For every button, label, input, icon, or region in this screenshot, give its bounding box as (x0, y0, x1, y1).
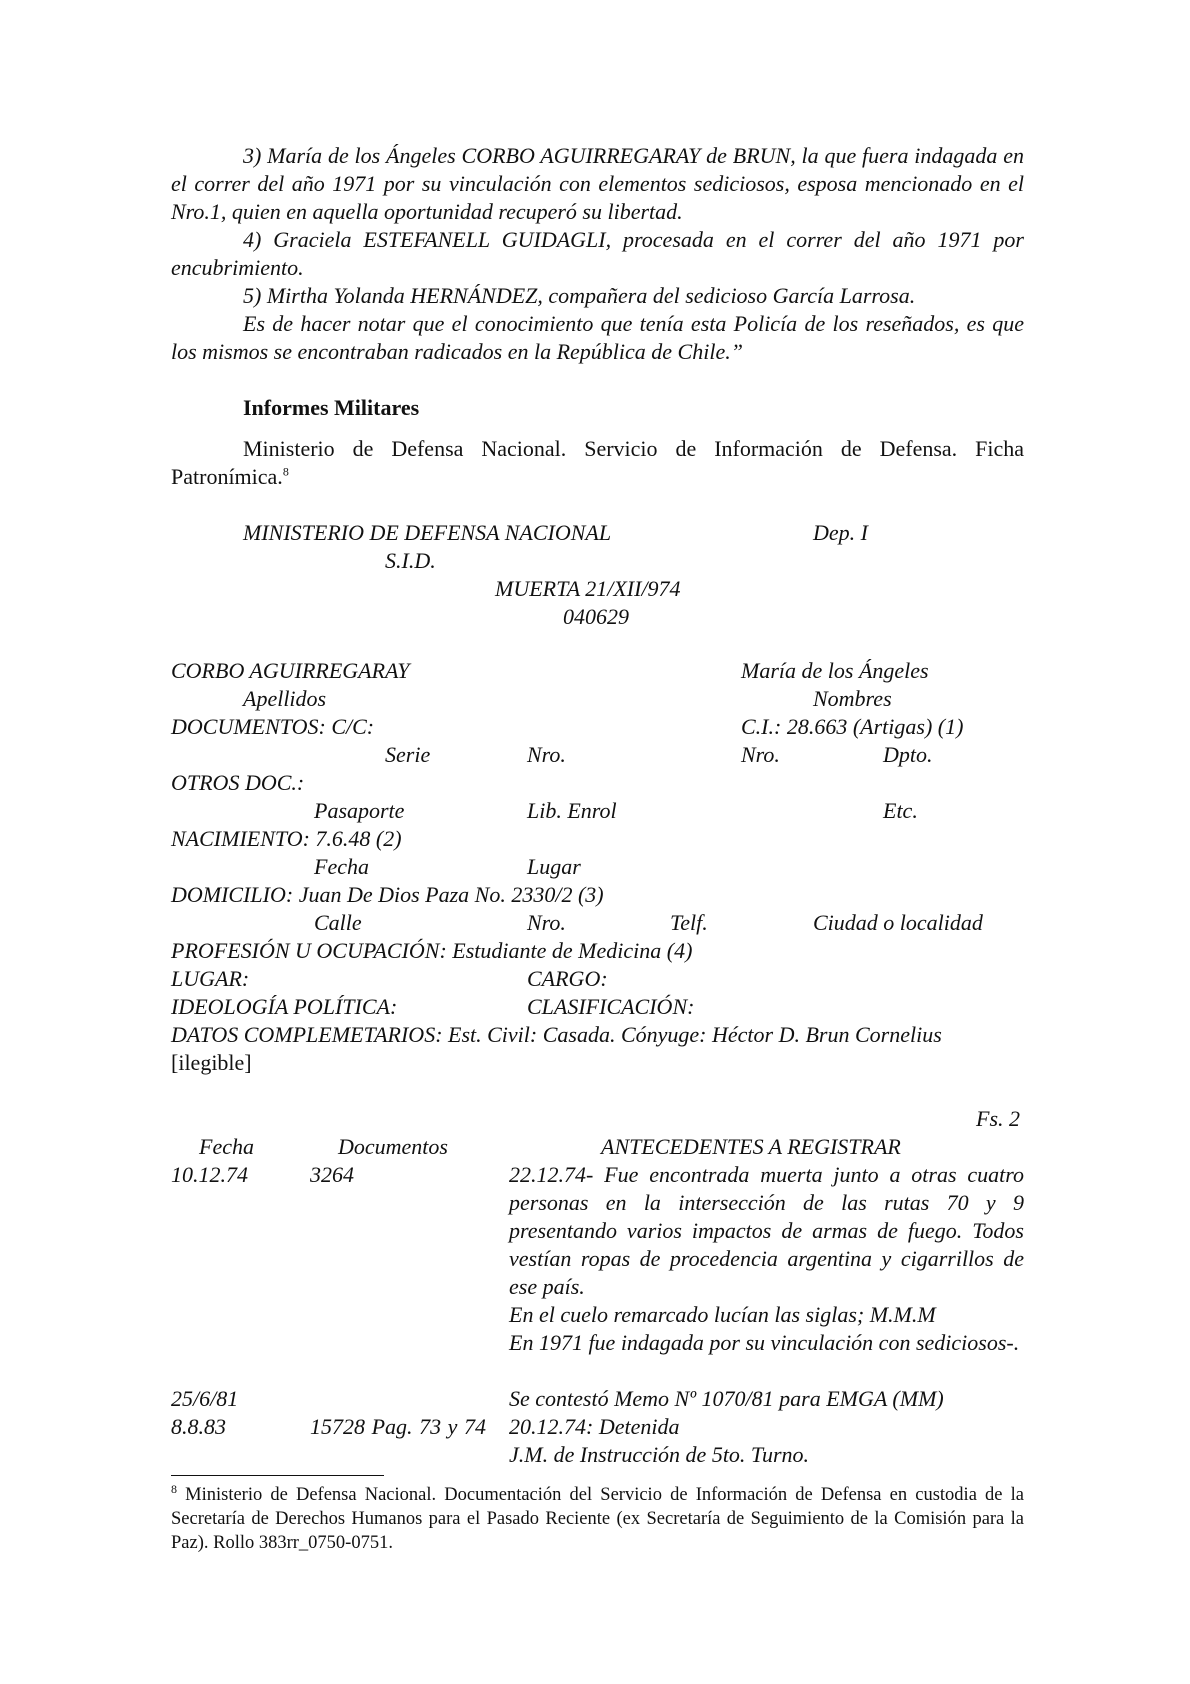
documentos-field: DOCUMENTOS: C/C: (171, 714, 375, 739)
table-header-fecha: Fecha (199, 1134, 254, 1159)
table-row-3-antecedent-2: J.M. de Instrucción de 5to. Turno. (509, 1442, 810, 1467)
table-row-3-doc: 15728 Pag. 73 y 74 (310, 1414, 486, 1439)
ciudad-label: Ciudad o localidad (813, 910, 983, 935)
table-row-1-fecha: 10.12.74 (171, 1162, 248, 1187)
datos-complementarios-field: DATOS COMPLEMETARIOS: Est. Civil: Casada. Cónyuge: Héctor D. Brun Cornelius (171, 1022, 942, 1047)
ministry-header: MINISTERIO DE DEFENSA NACIONAL (243, 520, 612, 545)
dpto-label: Dpto. (883, 742, 933, 767)
footnote (171, 1483, 1024, 1555)
table-row-2-antecedent-1: Se contestó Memo Nº 1070/81 para EMGA (MM) (509, 1386, 944, 1411)
calle-label: Calle (314, 910, 362, 935)
cargo-field: CARGO: (527, 966, 608, 991)
paragraph-item-3: 3) María de los Ángeles CORBO AGUIRREGARAY de BRUN, la que fuera indagada en el correr del año 1971 por su vinculación con elementos sediciosos, esposa mencionado en el Nro.1, quien en aquella oportunidad recuperó su libertad. (171, 143, 1024, 224)
table-row-3-fecha: 8.8.83 (171, 1414, 226, 1439)
footnote-divider (171, 1475, 384, 1476)
clasificacion-field: CLASIFICACIÓN: (527, 994, 695, 1019)
paragraph-item-4: 4) Graciela ESTEFANELL GUIDAGLI, procesada en el correr del año 1971 por encubrimiento. (171, 227, 1024, 280)
table-header-antecedentes: ANTECEDENTES A REGISTRAR (601, 1134, 901, 1159)
lugar-field: LUGAR: (171, 966, 250, 991)
domicilio-field: DOMICILIO: Juan De Dios Paza No. 2330/2 (3) (171, 882, 604, 907)
lib-enrol-label: Lib. Enrol (527, 798, 617, 823)
etc-label: Etc. (883, 798, 918, 823)
table-row-1-antecedent-3: En 1971 fue indagada por su vinculación con sediciosos-. (509, 1330, 1020, 1355)
sid-label: S.I.D. (385, 548, 436, 573)
table-row-3-antecedent-1: 20.12.74: Detenida (509, 1414, 680, 1439)
footnote-number: 8 (171, 1481, 177, 1496)
death-date-label: MUERTA 21/XII/974 (495, 576, 681, 601)
nro-label: Nro. (527, 742, 566, 767)
department-label: Dep. I (813, 520, 868, 545)
apellidos-value: CORBO AGUIRREGARAY (171, 658, 410, 683)
fecha-label: Fecha (314, 854, 369, 879)
serie-label: Serie (385, 742, 431, 767)
nacimiento-field: NACIMIENTO: 7.6.48 (2) (171, 826, 402, 851)
nombres-label: Nombres (813, 686, 892, 711)
paragraph-item-5: 5) Mirtha Yolanda HERNÁNDEZ, compañera del sedicioso García Larrosa. (243, 283, 916, 308)
apellidos-label: Apellidos (243, 686, 327, 711)
ci-nro-label: Nro. (741, 742, 780, 767)
ci-field: C.I.: 28.663 (Artigas) (1) (741, 714, 964, 739)
profesion-field: PROFESIÓN U OCUPACIÓN: Estudiante de Medicina (4) (171, 938, 693, 963)
section-heading: Informes Militares (243, 395, 420, 420)
pasaporte-label: Pasaporte (314, 798, 405, 823)
table-row-1-antecedent-2: En el cuelo remarcado lucían las siglas; M.M.M (509, 1302, 936, 1327)
table-row-1-antecedent-1: 22.12.74- Fue encontrada muerta junto a otras cuatro personas en la intersección de las rutas 70 y 9 presentando varios impactos de armas de fuego. Todos vestían ropas de procedencia argentina y cigarrillos de ese país. (509, 1162, 1024, 1299)
record-number: 040629 (563, 604, 629, 629)
intro-text: Ministerio de Defensa Nacional. Servicio de Información de Defensa. Ficha Patronímica. (171, 436, 1024, 489)
ideologia-field: IDEOLOGÍA POLÍTICA: (171, 994, 398, 1019)
table-row-1-doc: 3264 (310, 1162, 354, 1187)
domicilio-nro-label: Nro. (527, 910, 566, 935)
intro-paragraph (171, 435, 1024, 491)
lugar-label: Lugar (527, 854, 581, 879)
folio-label: Fs. 2 (976, 1106, 1020, 1131)
telf-label: Telf. (670, 910, 708, 935)
paragraph-note: Es de hacer notar que el conocimiento que tenía esta Policía de los reseñados, es que los mismos se encontraban radicados en la República de Chile.” (171, 311, 1024, 364)
illegible-note: [ilegible] (171, 1050, 252, 1075)
footnote-text: Ministerio de Defensa Nacional. Documentación del Servicio de Información de Defensa en custodia de la Secretaría de Derechos Humanos para el Pasado Reciente (ex Secretaría de Seguimiento de la Comisión para la Paz). Rollo 383rr_0750-0751. (171, 1485, 1025, 1553)
table-header-documentos: Documentos (338, 1134, 448, 1159)
footnote-ref: 8 (282, 464, 289, 479)
table-row-2-fecha: 25/6/81 (171, 1386, 239, 1411)
otros-doc-field: OTROS DOC.: (171, 770, 305, 795)
nombres-value: María de los Ángeles (741, 658, 929, 683)
